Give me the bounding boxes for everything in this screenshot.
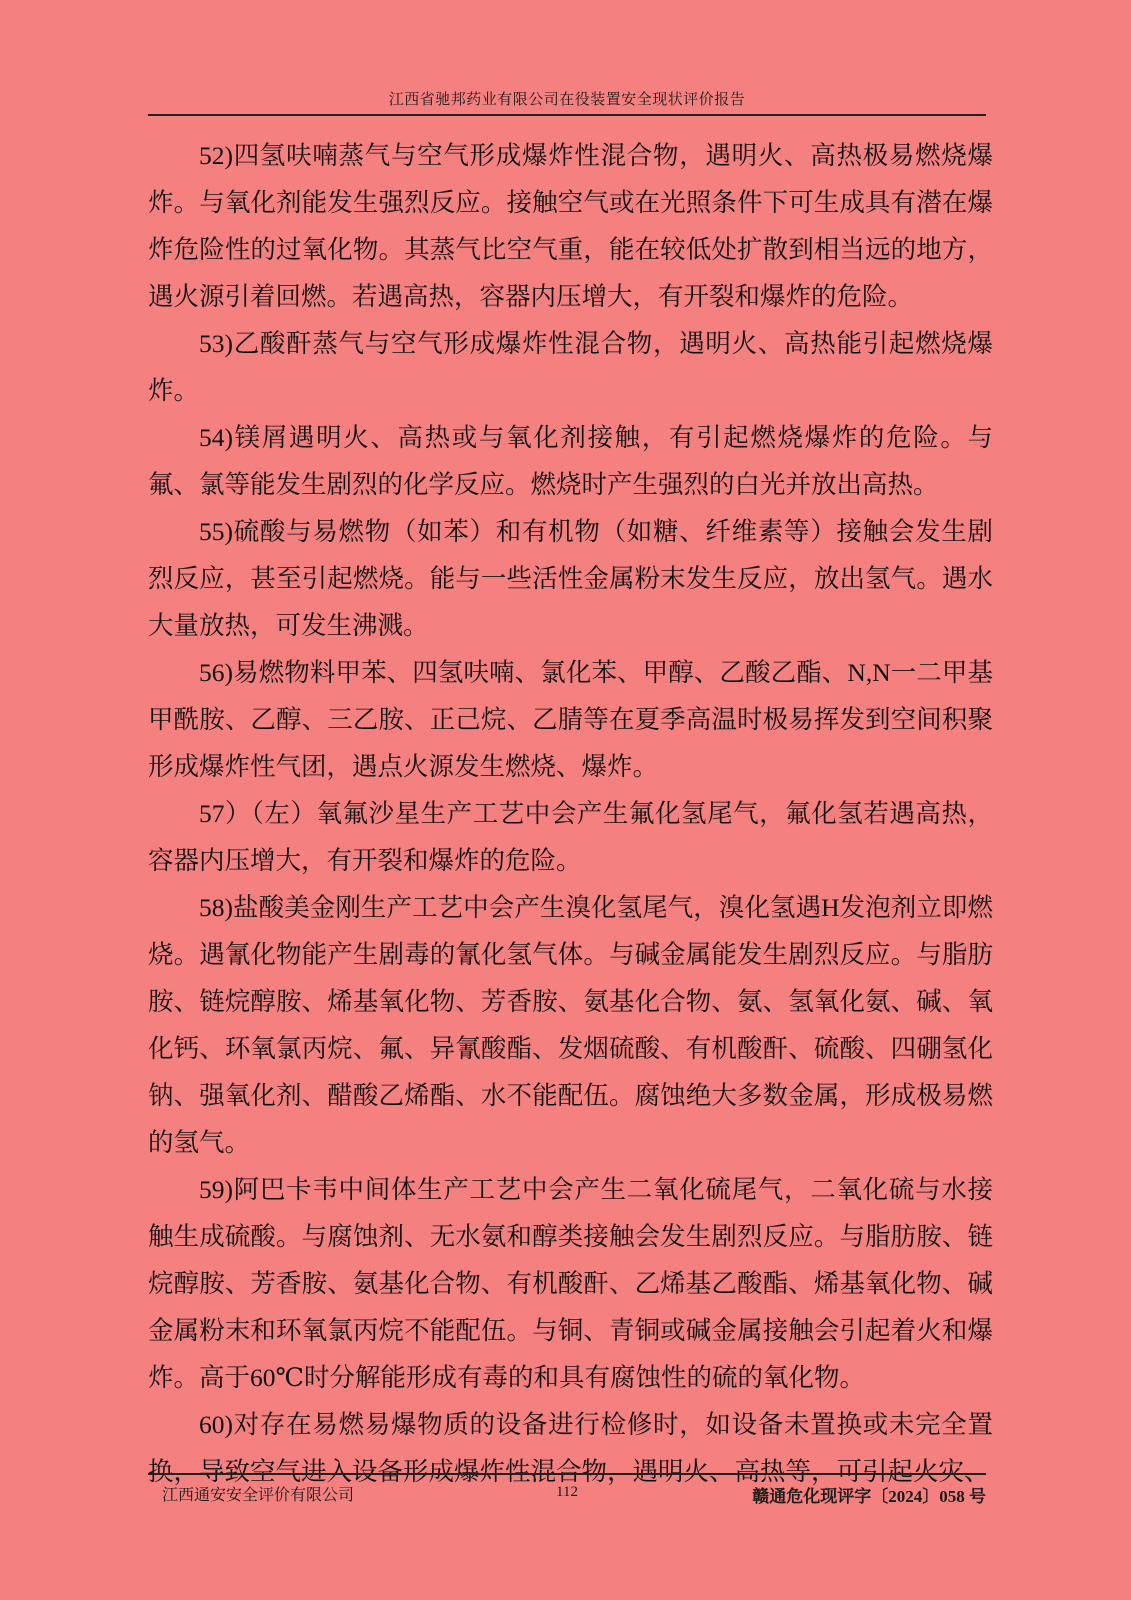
paragraph: 52)四氢呋喃蒸气与空气形成爆炸性混合物，遇明火、高热极易燃烧爆炸。与氧化剂能发生强烈反应。接触空气或在光照条件下可生成具有潜在爆炸危险性的过氧化物。其蒸气比空气重，能在较低处扩散到相当远的地方，遇火源引着回燃。若遇高热，容器内压增大，有开裂和爆炸的危险。 xyxy=(148,141,993,311)
page-header: 江西省驰邦药业有限公司在役装置安全现状评价报告 xyxy=(388,92,746,108)
paragraph: 55)硫酸与易燃物（如苯）和有机物（如糖、纤维素等）接触会发生剧烈反应，甚至引起燃烧。能与一些活性金属粉末发生反应，放出氢气。遇水大量放热，可发生沸溅。 xyxy=(148,517,993,640)
paragraph: 58)盐酸美金刚生产工艺中会产生溴化氢尾气，溴化氢遇H发泡剂立即燃烧。遇氰化物能产生剧毒的氰化氢气体。与碱金属能发生剧烈反应。与脂肪胺、链烷醇胺、烯基氧化物、芳香胺、氨基化合物、氨、氢氧化氨、碱、氧化钙、环氧氯丙烷、氟、异氰酸酯、发烟硫酸、有机酸酐、硫酸、四硼氢化钠、强氧化剂、醋酸乙烯酯、水不能配伍。腐蚀绝大多数金属，形成极易燃的氢气。 xyxy=(148,893,993,1157)
paragraph: 57）（左）氧氟沙星生产工艺中会产生氟化氢尾气，氟化氢若遇高热，容器内压增大，有开裂和爆炸的危险。 xyxy=(148,799,993,875)
page-footer xyxy=(148,1482,986,1512)
footer-company: 江西通安安全评价有限公司 xyxy=(162,1487,355,1504)
paragraph: 56)易燃物料甲苯、四氢呋喃、氯化苯、甲醇、乙酸乙酯、N,N一二甲基甲酰胺、乙醇、三乙胺、正己烷、乙腈等在夏季高温时极易挥发到空间积聚形成爆炸性气团，遇点火源发生燃烧、爆炸。 xyxy=(148,658,993,781)
header-divider xyxy=(148,114,986,116)
paragraph: 60)对存在易燃易爆物质的设备进行检修时，如设备未置换或未完全置换，导致空气进入设备形成爆炸性混合物，遇明火、高热等，可引起火灾、 xyxy=(148,1410,993,1486)
page-content xyxy=(148,132,993,1495)
paragraph: 59)阿巴卡韦中间体生产工艺中会产生二氧化硫尾气，二氧化硫与水接触生成硫酸。与腐蚀剂、无水氨和醇类接触会发生剧烈反应。与脂肪胺、链烷醇胺、芳香胺、氨基化合物、有机酸酐、乙烯基乙酸酯、烯基氧化物、碱金属粉末和环氧氯丙烷不能配伍。与铜、青铜或碱金属接触会引起着火和爆炸。高于60℃时分解能形成有毒的和具有腐蚀性的硫的氧化物。 xyxy=(148,1175,993,1392)
paragraph: 53)乙酸酐蒸气与空气形成爆炸性混合物，遇明火、高热能引起燃烧爆炸。 xyxy=(148,329,993,405)
footer-document-number: 赣通危化现评字〔2024〕058 号 xyxy=(752,1487,986,1506)
footer-divider xyxy=(148,1473,986,1475)
page-number: 112 xyxy=(556,1484,578,1500)
paragraph: 54)镁屑遇明火、高热或与氧化剂接触，有引起燃烧爆炸的危险。与氟、氯等能发生剧烈的化学反应。燃烧时产生强烈的白光并放出高热。 xyxy=(148,423,993,499)
